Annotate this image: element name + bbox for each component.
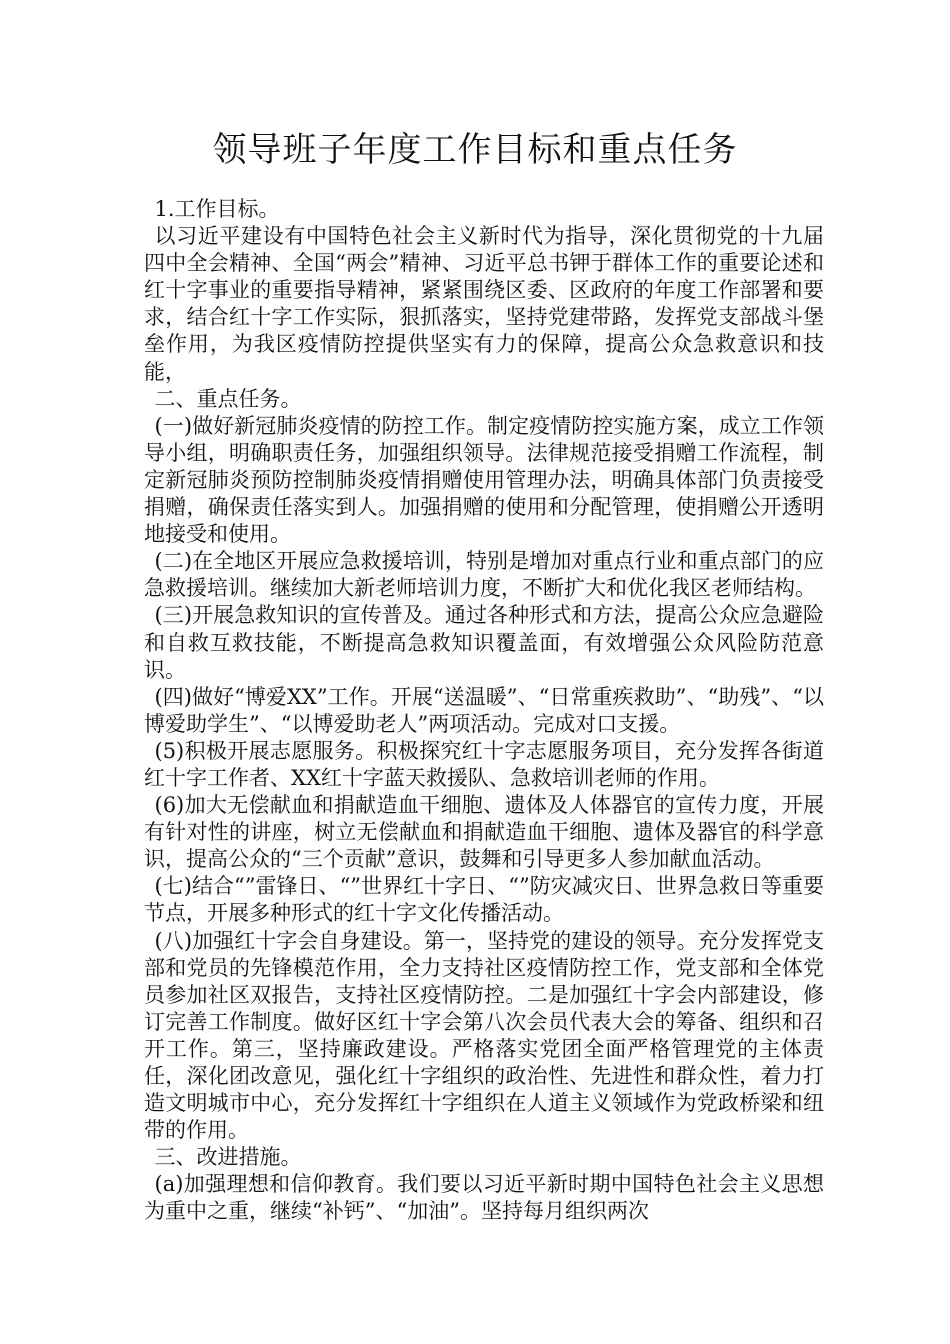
paragraph-task-6: (6)加大无偿献血和捐献造血干细胞、遗体及人体器官的宣传力度，开展有针对性的讲座，树立无偿献血和捐献造血干细胞、遗体及器官的科学意识，提高公众的“三个贡献”意识，鼓舞和引导更多人参加献血活动。 bbox=[144, 793, 824, 872]
paragraph-task-8: (八)加强红十字会自身建设。第一，坚持党的建设的领导。充分发挥党支部和党员的先锋模范作用，全力支持社区疫情防控工作，党支部和全体党员参加社区双报告，支持社区疫情防控。二是加强红十字会内部建设，修订完善工作制度。做好区红十字会第八次会员代表大会的筹备、组织和召开工作。第三，坚持廉政建设。严格落实党团全面严格管理党的主体责任，深化团改意见，强化红十字组织的政治性、先进性和群众性，着力打造文明城市中心，充分发挥红十字组织在人道主义领域作为党政桥梁和纽带的作用。 bbox=[144, 928, 824, 1143]
paragraph-key-tasks-heading: 二、重点任务。 bbox=[154, 386, 302, 411]
paragraph-task-7: (七)结合“”雷锋日、“”世界红十字日、“”防灾减灾日、世界急救日等重要节点，开展多种形式的红十字文化传播活动。 bbox=[144, 874, 824, 926]
paragraph-task-1: (一)做好新冠肺炎疫情的防控工作。制定疫情防控实施方案，成立工作领导小组，明确职责任务，加强组织领导。法律规范接受捐赠工作流程，制定新冠肺炎预防控制肺炎疫情捐赠使用管理办法，明确具体部门负责接受捐赠，确保责任落实到人。加强捐赠的使用和分配管理，使捐赠公开透明地接受和使用。 bbox=[144, 413, 824, 547]
paragraph-improvement-a: (a)加强理想和信仰教育。我们要以习近平新时期中国特色社会主义思想为重中之重，继续“补钙”、“加油”。坚持每月组织两次 bbox=[144, 1172, 824, 1224]
paragraph-work-goal: 以习近平建设有中国特色社会主义新时代为指导，深化贯彻党的十九届四中全会精神、全国“两会”精神、习近平总书钾于群体工作的重要论述和红十字事业的重要指导精神，紧紧围绕区委、区政府的年度工作部署和要求，结合红十字工作实际，狠抓落实，坚持党建带路，发挥党支部战斗堡垒作用，为我区疫情防控提供坚实有力的保障，提高公众急救意识和技能， bbox=[144, 224, 824, 384]
paragraph-task-3: (三)开展急救知识的宣传普及。通过各种形式和方法，提高公众应急避险和自救互救技能，不断提高急救知识覆盖面，有效增强公众风险防范意识。 bbox=[144, 603, 824, 682]
paragraph-task-4: (四)做好“博爱XX”工作。开展“送温暖”、“日常重疾救助”、“助残”、“以博爱助学生”、“以博爱助老人”两项活动。完成对口支援。 bbox=[144, 684, 824, 736]
paragraph-task-2: (二)在全地区开展应急救援培训，特别是增加对重点行业和重点部门的应急救援培训。继续加大新老师培训力度，不断扩大和优化我区老师结构。 bbox=[144, 549, 824, 601]
document-title: 领导班子年度工作目标和重点任务 bbox=[212, 130, 738, 170]
document-body bbox=[144, 196, 824, 1226]
paragraph-improvement-heading: 三、改进措施。 bbox=[154, 1145, 302, 1170]
paragraph-task-5: (5)积极开展志愿服务。积极探究红十字志愿服务项目，充分发挥各街道红十字工作者、XX红十字蓝天救援队、急救培训老师的作用。 bbox=[144, 738, 824, 790]
paragraph-work-goal-heading: 1.工作目标。 bbox=[154, 197, 280, 221]
